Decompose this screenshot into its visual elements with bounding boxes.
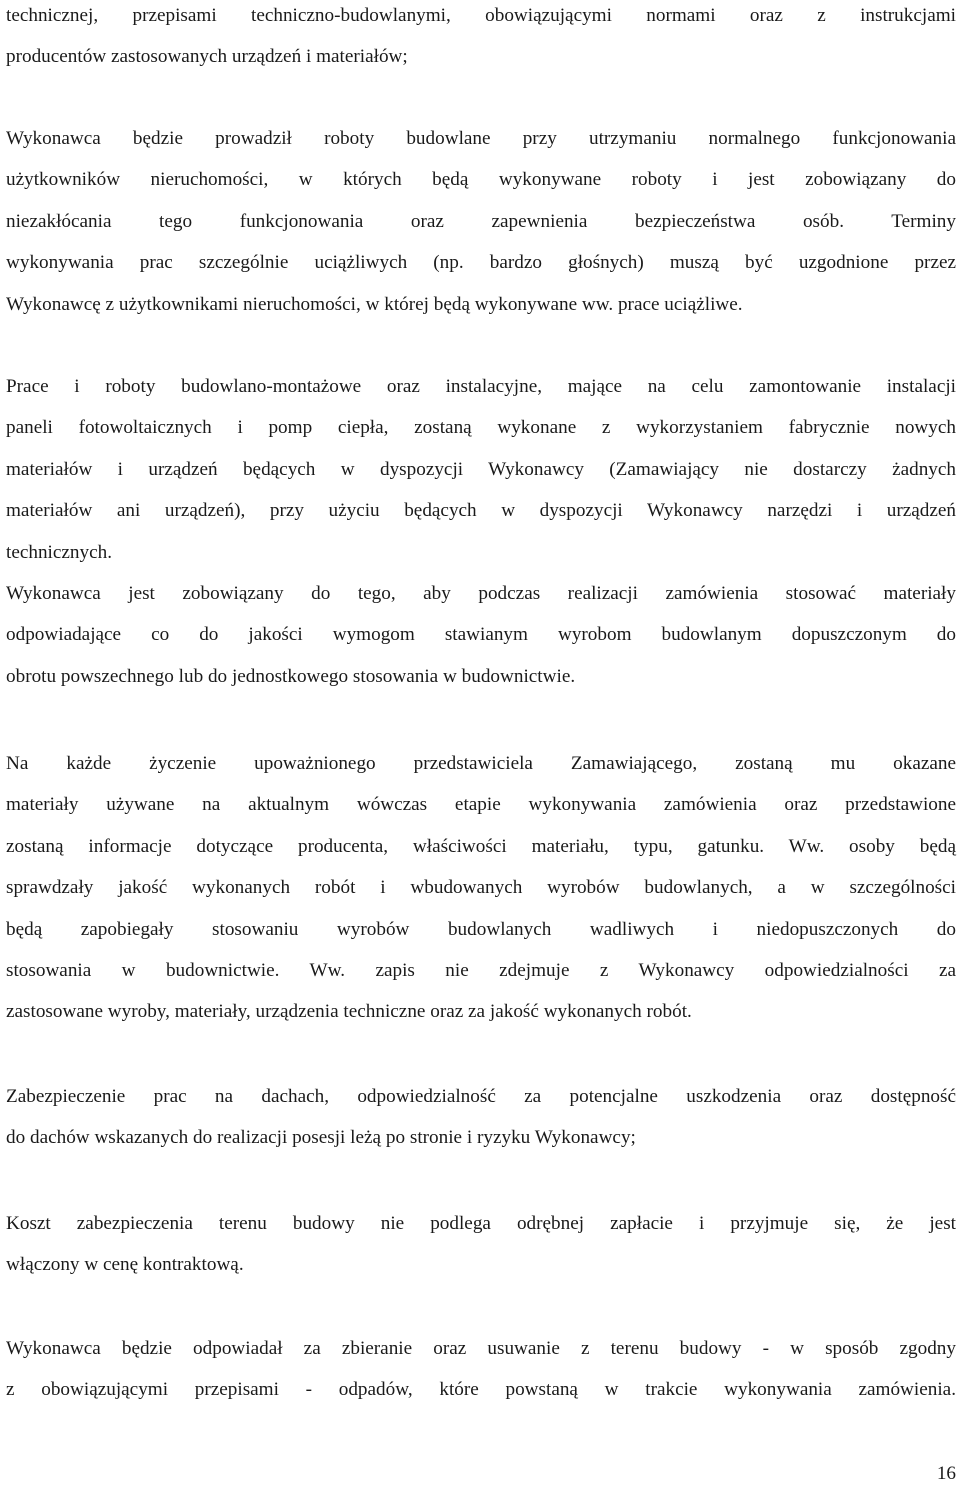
- text-line: obrotu powszechnego lub do jednostkowego stosowania w budownictwie.: [6, 665, 576, 687]
- text-line: materiały używane na aktualnym wówczas etapie wykonywania zamówienia oraz przedstawione: [6, 794, 956, 816]
- text-line: Koszt zabezpieczenia terenu budowy nie podlega odrębnej zapłacie i przyjmuje się, że jest: [6, 1213, 956, 1234]
- text-line: Zabezpieczenie prac na dachach, odpowiedzialność za potencjalne uszkodzenia oraz dostępność: [6, 1086, 956, 1107]
- paragraph-5: [6, 1076, 956, 1159]
- text-line: niezakłócania tego funkcjonowania oraz zapewnienia bezpieczeństwa osób. Terminy: [6, 210, 956, 232]
- text-line: Wykonawca jest zobowiązany do tego, aby podczas realizacji zamówienia stosować materiały: [6, 582, 956, 604]
- text-line: Na każde życzenie upoważnionego przedstawiciela Zamawiającego, zostaną mu okazane: [6, 753, 956, 774]
- paragraph-6: [6, 1203, 956, 1286]
- text-line: Wykonawca będzie odpowiadał za zbieranie oraz usuwanie z terenu budowy - w sposób zgodny: [6, 1338, 956, 1359]
- text-line: wykonywania prac szczególnie uciążliwych (np. bardzo głośnych) muszą być uzgodnione przez: [6, 252, 956, 274]
- text-line: Wykonawcę z użytkownikami nieruchomości, w której będą wykonywane ww. prace uciążliwe.: [6, 293, 743, 315]
- paragraph-7: [6, 1328, 956, 1411]
- text-line: technicznej, przepisami techniczno-budowlanymi, obowiązującymi normami oraz z instrukcjami: [6, 5, 956, 26]
- text-line: Prace i roboty budowlano-montażowe oraz instalacyjne, mające na celu zamontowanie instalacji: [6, 376, 956, 397]
- text-line: materiałów ani urządzeń), przy użyciu będących w dyspozycji Wykonawcy narzędzi i urządzeń: [6, 500, 956, 522]
- paragraph-2: [6, 118, 956, 325]
- page-number: 16: [936, 1463, 956, 1484]
- text-line: użytkowników nieruchomości, w których będą wykonywane roboty i jest zobowiązany do: [6, 169, 956, 191]
- paragraph-3: [6, 366, 956, 697]
- text-line: z obowiązującymi przepisami - odpadów, które powstaną w trakcie wykonywania zamówienia.: [6, 1379, 956, 1401]
- paragraph-4: [6, 743, 956, 1033]
- text-line: sprawdzały jakość wykonanych robót i wbudowanych wyrobów budowlanych, a w szczególności: [6, 877, 956, 899]
- text-line: zostaną informacje dotyczące producenta, właściwości materiału, typu, gatunku. Ww. osoby będą: [6, 835, 956, 857]
- text-line: odpowiadające co do jakości wymogom stawianym wyrobom budowlanym dopuszczonym do: [6, 624, 956, 646]
- text-line: Wykonawca będzie prowadził roboty budowlane przy utrzymaniu normalnego funkcjonowania: [6, 128, 956, 149]
- text-line: paneli fotowoltaicznych i pomp ciepła, zostaną wykonane z wykorzystaniem fabrycznie nowych: [6, 417, 956, 439]
- text-line: do dachów wskazanych do realizacji posesji leżą po stronie i ryzyku Wykonawcy;: [6, 1127, 636, 1149]
- text-line: włączony w cenę kontraktową.: [6, 1254, 244, 1276]
- text-line: stosowania w budownictwie. Ww. zapis nie zdejmuje z Wykonawcy odpowiedzialności za: [6, 959, 956, 981]
- text-line: zastosowane wyroby, materiały, urządzenia techniczne oraz za jakość wykonanych robót.: [6, 1001, 692, 1023]
- text-line: producentów zastosowanych urządzeń i materiałów;: [6, 46, 408, 68]
- paragraph-1: [6, 0, 956, 78]
- text-line: technicznych.: [6, 541, 113, 563]
- text-line: materiałów i urządzeń będących w dyspozycji Wykonawcy (Zamawiający nie dostarczy żadnych: [6, 458, 956, 480]
- text-line: będą zapobiegały stosowaniu wyrobów budowlanych wadliwych i niedopuszczonych do: [6, 918, 956, 940]
